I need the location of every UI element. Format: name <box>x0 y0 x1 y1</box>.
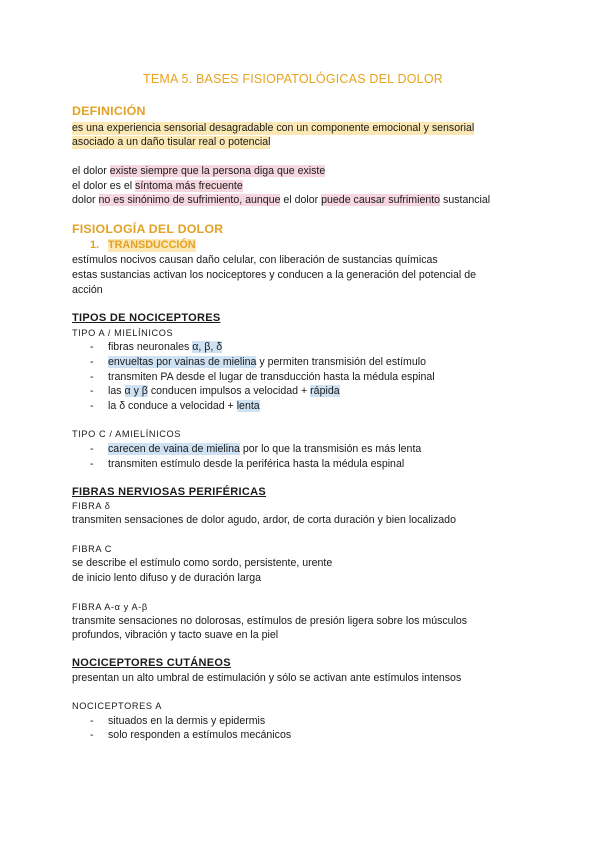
highlight: no es sinónimo de sufrimiento, aunque <box>98 194 281 206</box>
heading-fibras-nerviosas: FIBRAS NERVIOSAS PERIFÉRICAS <box>72 486 267 498</box>
text: el dolor es el <box>72 180 136 192</box>
tipo-a-item-2 <box>108 356 426 369</box>
definition-point-1 <box>72 165 325 178</box>
text: y permiten transmisión del estímulo <box>256 356 426 368</box>
fisiologia-line-2: estas sustancias activan los nociceptores y conducen a la generación del potencial de <box>72 269 476 281</box>
heading-nociceptores-cutaneos: NOCICEPTORES CUTÁNEOS <box>72 657 231 669</box>
fisiologia-line-1: estímulos nocivos causan daño celular, con liberación de sustancias químicas <box>72 254 438 266</box>
tipo-a-item-3: transmiten PA desde el lugar de transducción hasta la médula espinal <box>108 371 435 383</box>
subheading-transduccion: TRANSDUCCIÓN <box>108 239 196 251</box>
subheading-tipo-a: TIPO A / MIELÍNICOS <box>72 328 174 338</box>
text: las <box>108 385 125 397</box>
label-fibra-c: FIBRA C <box>72 544 112 554</box>
heading-definicion: DEFINICIÓN <box>72 104 146 118</box>
text: fibras neuronales <box>108 341 193 353</box>
label-fibra-a-alpha-beta: FIBRA A-α y A-β <box>72 602 148 612</box>
fibra-a-text-1: transmite sensaciones no dolorosas, estímulos de presión ligera sobre los músculos <box>72 615 468 627</box>
text: la δ conduce a velocidad + <box>108 400 237 412</box>
subheading-number: 1. <box>90 239 100 251</box>
bullet-dash: - <box>90 715 94 727</box>
text: conducen impulsos a velocidad + <box>147 385 311 397</box>
bullet-dash: - <box>90 371 94 383</box>
nociceptores-a-item-1: situados en la dermis y epidermis <box>108 715 266 727</box>
text: el dolor <box>280 194 322 206</box>
nociceptores-a-item-2: solo responden a estímulos mecánicos <box>108 729 292 741</box>
bullet-dash: - <box>90 729 94 741</box>
heading-tipos-nociceptores: TIPOS DE NOCICEPTORES <box>72 312 221 324</box>
highlight: existe siempre que la persona diga que existe <box>109 165 326 177</box>
highlight: envueltas por vainas de mielina <box>108 356 257 368</box>
highlight: puede causar sufrimiento <box>321 194 441 206</box>
definition-point-3 <box>72 194 490 207</box>
definition-line-1: es una experiencia sensorial desagradable con un componente emocional y sensorial <box>72 122 475 134</box>
highlight: α, β, δ <box>192 341 223 353</box>
subheading-tipo-c: TIPO C / AMIELÍNICOS <box>72 429 181 439</box>
bullet-dash: - <box>90 458 94 470</box>
tipo-a-item-5 <box>108 400 260 413</box>
highlight: carecen de vaina de mielina <box>108 443 240 455</box>
highlight: rápida <box>310 385 340 397</box>
highlight: lenta <box>236 400 260 412</box>
fibra-c-text-1: se describe el estímulo como sordo, persistente, urente <box>72 557 333 569</box>
label-fibra-delta: FIBRA δ <box>72 501 111 511</box>
text: por lo que la transmisión es más lenta <box>239 443 422 455</box>
tipo-a-item-4 <box>108 385 340 398</box>
bullet-dash: - <box>90 385 94 397</box>
cutaneos-text: presentan un alto umbral de estimulación y sólo se activan ante estímulos intensos <box>72 672 462 684</box>
bullet-dash: - <box>90 356 94 368</box>
fibra-c-text-2: de inicio lento difuso y de duración larga <box>72 572 262 584</box>
bullet-dash: - <box>90 341 94 353</box>
definition-line-2: asociado a un daño tisular real o potencial <box>72 136 271 148</box>
fibra-delta-text: transmiten sensaciones de dolor agudo, ardor, de corta duración y bien localizado <box>72 514 456 526</box>
text: el dolor <box>72 165 110 177</box>
tipo-a-item-1 <box>108 341 222 354</box>
highlight: síntoma más frecuente <box>135 180 243 192</box>
text: sustancial <box>440 194 491 206</box>
subheading-nociceptores-a: NOCICEPTORES A <box>72 701 162 711</box>
fisiologia-line-3: acción <box>72 284 103 296</box>
heading-fisiologia: FISIOLOGÍA DEL DOLOR <box>72 222 224 236</box>
bullet-dash: - <box>90 443 94 455</box>
fibra-a-text-2: profundos, vibración y tacto suave en la piel <box>72 629 279 641</box>
bullet-dash: - <box>90 400 94 412</box>
tipo-c-item-1 <box>108 443 421 456</box>
highlight: α y β <box>124 385 148 397</box>
document-title: TEMA 5. BASES FISIOPATOLÓGICAS DEL DOLOR <box>143 72 443 86</box>
tipo-c-item-2: transmiten estímulo desde la periférica hasta la médula espinal <box>108 458 405 470</box>
text: dolor <box>72 194 99 206</box>
definition-point-2 <box>72 180 243 193</box>
